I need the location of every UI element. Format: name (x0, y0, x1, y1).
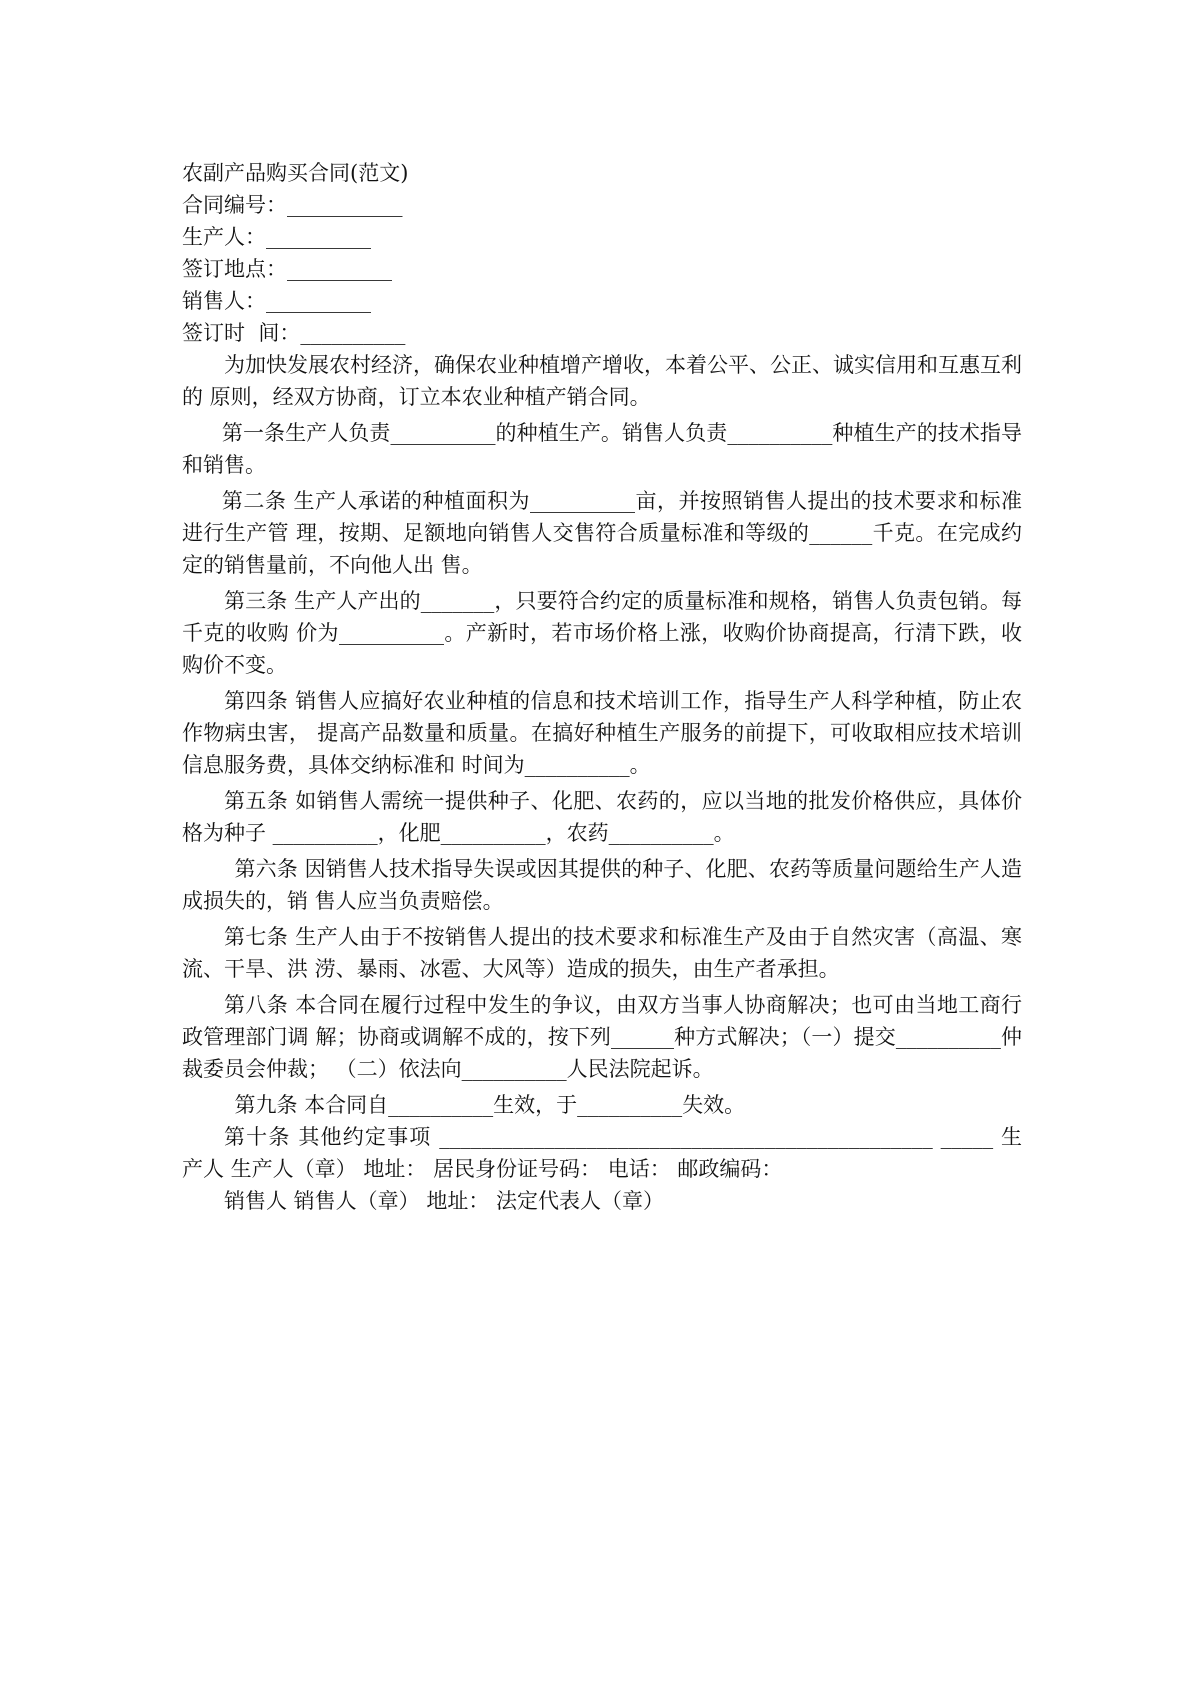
seller-signature-line: 销售人 销售人（章） 地址： 法定代表人（章） (224, 1189, 665, 1213)
contract-number-field: 合同编号：___________ (182, 193, 403, 217)
article-9: 第九条 本合同自__________生效，于__________失效。 (234, 1093, 746, 1117)
article-6: 第六条 因销售人技术指导失误或因其提供的种子、化肥、农药等质量问题给生产人造成损失的，销 售人应当负责赔偿。 (182, 857, 1022, 913)
article-1: 第一条生产人负责__________的种植生产。销售人负责__________种植生产的技术指导和销售。 (182, 421, 1022, 477)
article-7: 第七条 生产人由于不按销售人提出的技术要求和标准生产及由于自然灾害（高温、寒流、干旱、洪 涝、暴雨、冰雹、大风等）造成的损失，由生产者承担。 (182, 925, 1022, 981)
producer-field: 生产人：__________ (182, 225, 371, 249)
article-10: 第十条 其他约定事项 _______________________________________________ _____ 生产人 生产人（章） 地址： 居民身份证号码： 电话： 邮政编码： (182, 1125, 1022, 1181)
article-2: 第二条 生产人承诺的种植面积为__________亩，并按照销售人提出的技术要求和标准进行生产管 理，按期、足额地向销售人交售符合质量标准和等级的______千克。在完成约定的销售量前，不向他人出 售。 (182, 489, 1022, 577)
preamble-paragraph: 为加快发展农村经济，确保农业种植增产增收，本着公平、公正、诚实信用和互惠互利的 原则，经双方协商，订立本农业种植产销合同。 (182, 353, 1022, 409)
article-3: 第三条 生产人产出的_______，只要符合约定的质量标准和规格，销售人负责包销。每千克的收购 价为__________。产新时，若市场价格上涨，收购价协商提高，行清下跌，收购价不变。 (182, 589, 1022, 677)
article-4: 第四条 销售人应搞好农业种植的信息和技术培训工作，指导生产人科学种植，防止农作物病虫害， 提高产品数量和质量。在搞好种植生产服务的前提下，可收取相应技术培训信息服务费，具体交纳标准和 时间为__________。 (182, 689, 1022, 777)
article-8: 第八条 本合同在履行过程中发生的争议，由双方当事人协商解决；也可由当地工商行政管理部门调 解；协商或调解不成的，按下列______种方式解决；（一）提交__________仲裁委员会仲裁； （二）依法向__________人民法院起诉。 (182, 993, 1022, 1081)
signing-time-field: 签订时 间：__________ (182, 321, 406, 345)
signing-place-field: 签订地点：__________ (182, 257, 392, 281)
document-title: 农副产品购买合同(范文) (182, 161, 409, 185)
contract-document (182, 157, 1022, 1217)
article-5: 第五条 如销售人需统一提供种子、化肥、农药的，应以当地的批发价格供应，具体价格为种子 __________，化肥__________，农药__________。 (182, 789, 1022, 845)
seller-field: 销售人：__________ (182, 289, 371, 313)
